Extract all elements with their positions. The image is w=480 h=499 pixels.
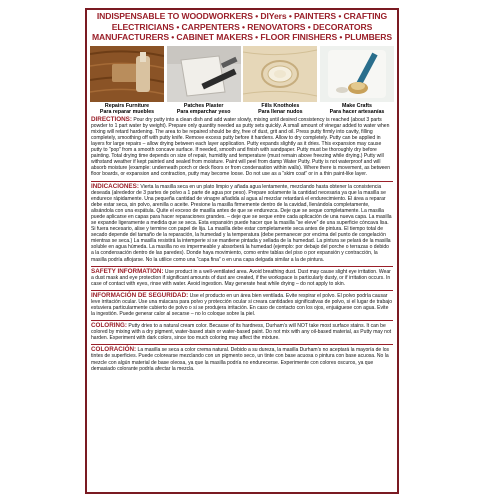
photo-caption-es: Para hacer artesanías xyxy=(329,108,385,115)
photo-knotholes xyxy=(243,46,317,115)
section-divider xyxy=(91,266,393,267)
coloring-body: Putty dries to a natural cream color. Because of its hardness, Durham’s will NOT take most surface stains. It can be colored by mixing with a dry pigment, water-based stain or water-based paint. Do not mix with any oil-based material, as Putty may not harden. Experiment with dark colors, since too much coloring may affect the mixture. xyxy=(91,323,392,342)
section-divider xyxy=(91,290,393,291)
seguridad-body: Use el producto en un área bien ventilada. Evite respirar el polvo. El polvo podría causar leve irritación ocular. Use una máscara para polvo y protección ocular si creara cantidades significativas de polvo, si el lugar de trabajo estuviera particularmente cubierto de polvo o si se produjera irritación. En caso de contacto con los ojos, enjuáguese con agua. Evite la ingestión. Puede generar calor al secarse – no lo coloque sobre la piel. xyxy=(91,292,393,318)
indicaciones-body: Vierta la masilla seca en un plato limpio y añada agua lentamente, mezclando hasta obtener la consistencia deseada (alrededor de 3 partes de polvo a 1 parte de agua por peso). Prepare solamente la cantidad necesaria ya que la masilla se endurece rápidamente. Una pequeña cantidad de vinagre añadida al agua al mezclar retardará el endurecimiento. El área a reparar debe estar seca, sin polvo, arenilla o aceite. Presione la masilla firmemente dentro de la cavidad, llenándola completamente, alisándola con una espátula. Quite el exceso de masilla antes de que se endurezca. Deje que se seque completamente. La masilla puede aplicarse en capas para hacer reparaciones grandes. – deje que se seque entre cada aplicación de una nueva capa. La masilla se expande ligeramente a medida que se seca. Esta expansión puede hacer que la masilla “se eleve” de una superficie cóncava lisa. Si fuera necesario, alise y termine con papel de lija. La masilla debe estar completamente seca antes de pintura. El tiempo total de secado depende del tamaño de la reparación, la humedad y la temperatura (debe permanecer por encima del punto de congelación mientras se seca.) La masilla resistirá la intemperie si se mantiene pintada y sellada de la humedad. La pintura se pelará de la masilla soluble en agua húmeda. La masilla no es impermeable y absorberá la humedad (ejemplo: por debajo del porche o terrazas o debido a la condensación dentro de las paredes). Donde haya movimiento, como entre tablas del piso o por expansión y contracción, la masilla podría aflojarse. No la utilice como una “capa fina” o en una capa delgada similar a la de pintura. xyxy=(91,183,392,263)
photo-caption-en: Patches Plaster xyxy=(183,102,224,109)
header-line-2: ELECTRICIANS • CARPENTERS • RENOVATORS • DECORATORS xyxy=(111,21,373,32)
header-line-1: INDISPENSABLE TO WOODWORKERS • DIYers • PAINTERS • CRAFTING xyxy=(96,11,388,21)
photo-caption-en: Fills Knotholes xyxy=(261,102,300,109)
section-divider xyxy=(91,181,393,182)
indicaciones-section xyxy=(91,184,393,263)
section-divider xyxy=(91,320,393,321)
plaster-patch-image xyxy=(167,46,241,102)
photo-row xyxy=(87,43,397,115)
photo-furniture xyxy=(90,46,164,115)
photo-caption-es: Para reparar muebles xyxy=(99,108,155,115)
photo-caption-en: Repairs Furniture xyxy=(104,102,150,109)
furniture-repair-image xyxy=(90,46,164,102)
product-label xyxy=(85,8,399,494)
directions-body: Pour dry putty into a clean dish and add water slowly, mixing until desired consistency is reached (about 3 parts powder to 1 part water by weight). Prepare only quantity needed as putty sets quickly. A small amount of vinegar added to water when mixing will retard hardening. The area to be repaired should be dry, free of dust, grit and oil. Press putty firmly into cavity, filling completely, smoothing off with putty knife. Remove excess putty before it hardens. Allow to dry completely. Putty can be applied in layers for large repairs – allow drying between each layer application. Putty expands slightly as it dries. This expansion may cause putty to “pop” from a smooth concave surface. If needed, smooth and finish with sandpaper. Putty must be thoroughly dry before painting. Total drying time depends on size of repair, humidity and temperature (must remain above freezing while drying.) Putty will withstand weather if kept painted and sealed from moisture. Paint will peel from damp Water Putty. Putty is not waterproof and will absorb moisture (example: underneath porch or deck floors or from condensation within walls). Where there is movement, as between floor boards, or expansion and contraction, putty may become loose. Do not use as a “skim coat” or in a thin paint-like layer. xyxy=(91,116,391,178)
section-divider xyxy=(91,344,393,345)
seguridad-section xyxy=(91,293,393,317)
photo-caption-es: Para emparchar yeso xyxy=(176,108,231,115)
safety-body: Use product in a well-ventilated area. Avoid breathing dust. Dust may cause slight eye irritation. Wear a dust mask and eye protection if significant amounts of dust are created, if the workspace is particularly dusty, or if irritation occurs. In case of contact with eyes, rinse with water. Avoid ingestion. May generate heat while drying – do not apply to skin. xyxy=(91,268,391,287)
coloracion-heading: COLORACIÓN: xyxy=(91,346,137,354)
coloring-heading: COLORING: xyxy=(91,322,128,330)
crafts-image xyxy=(320,46,394,102)
safety-section xyxy=(91,269,393,287)
photo-plaster xyxy=(167,46,241,115)
header-line-3: MANUFACTURERS • CABINET MAKERS • FLOOR FINISHERS • PLUMBERS xyxy=(91,32,393,43)
directions-section xyxy=(91,117,393,178)
indicaciones-heading: INDICACIONES: xyxy=(91,182,139,190)
photo-caption-en: Make Crafts xyxy=(341,102,372,109)
seguridad-heading: INFORMACIÓN DE SEGURIDAD: xyxy=(91,291,189,299)
coloring-section xyxy=(91,323,393,341)
uses-header xyxy=(87,10,397,43)
safety-heading: SAFETY INFORMATION: xyxy=(91,267,164,275)
photo-crafts xyxy=(320,46,394,115)
directions-heading: DIRECTIONS: xyxy=(91,115,132,123)
coloracion-body: La masilla se seca a color crema natural. Debido a su dureza, la masilla Durham’s no aceptará la mayoría de los tintes de superficies. Puede colorearse mezclando con un pigmento seco, un tinte con base acuosa o pintura con base acuosa. No la mezcle con algún material de base oleosa, ya que la masilla podría no endurecerse. Experimente con colores oscuros, ya que demasiado colorante podría afectar la mezcla. xyxy=(91,347,390,372)
photo-caption-es: Para llenar nudos xyxy=(258,108,303,115)
instructions-text xyxy=(87,115,397,372)
knothole-fill-image xyxy=(243,46,317,102)
coloracion-section xyxy=(91,347,393,371)
